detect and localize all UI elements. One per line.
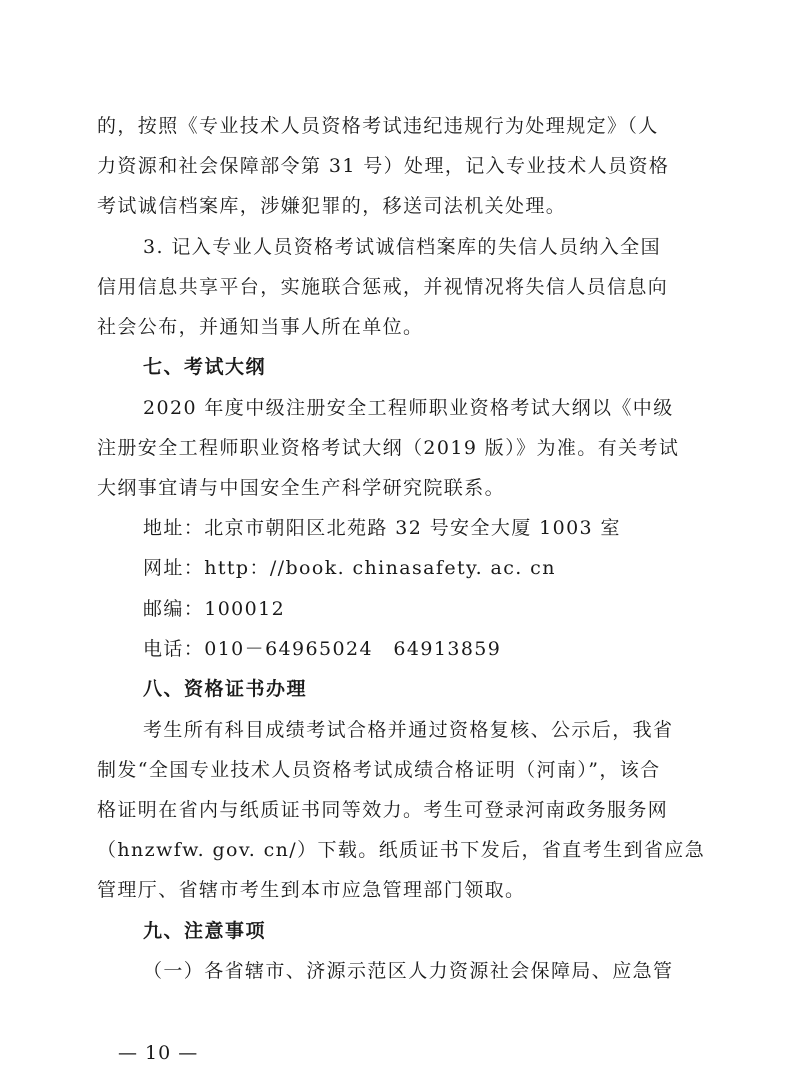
text-line: （一）各省辖市、济源示范区人力资源社会保障局、应急管 (143, 960, 674, 982)
text-line: 考生所有科目成绩考试合格并通过资格复核、公示后，我省 (143, 719, 674, 741)
section-heading-certificate: 八、资格证书办理 (143, 678, 308, 700)
text-line: （hnzwfw. gov. cn/）下载。纸质证书下发后，省直考生到省应急 (97, 839, 706, 861)
text-line: 信用信息共享平台，实施联合惩戒，并视情况将失信人员信息向 (97, 276, 669, 298)
text-line: 2020 年度中级注册安全工程师职业资格考试大纲以《中级 (143, 397, 674, 419)
text-line: 的，按照《专业技术人员资格考试违纪违规行为处理规定》（人 (97, 115, 659, 137)
page-number: — 10 — (118, 1042, 199, 1064)
website-line: 网址：http：//book. chinasafety. ac. cn (143, 557, 556, 579)
text-line: 大纲事宜请与中国安全生产科学研究院联系。 (97, 477, 506, 499)
address-line: 地址：北京市朝阳区北苑路 32 号安全大厦 1003 室 (143, 517, 621, 539)
section-heading-exam-outline: 七、考试大纲 (143, 356, 267, 378)
text-line: 注册安全工程师职业资格考试大纲（2019 版）》为准。有关考试 (97, 437, 680, 459)
section-heading-notes: 九、注意事项 (143, 920, 267, 942)
text-line: 考试诚信档案库，涉嫌犯罪的，移送司法机关处理。 (97, 195, 567, 217)
text-line: 力资源和社会保障部令第 31 号）处理，记入专业技术人员资格 (97, 155, 670, 177)
text-line: 格证明在省内与纸质证书同等效力。考生可登录河南政务服务网 (97, 799, 669, 821)
text-line: 社会公布，并通知当事人所在单位。 (97, 316, 424, 338)
text-line: 制发“全国专业技术人员资格考试成绩合格证明（河南）”，该合 (97, 759, 661, 781)
text-line: 3. 记入专业人员资格考试诚信档案库的失信人员纳入全国 (143, 236, 661, 258)
phone-line: 电话：010－64965024 64913859 (143, 638, 502, 660)
postcode-line: 邮编：100012 (143, 598, 286, 620)
text-line: 管理厅、省辖市考生到本市应急管理部门领取。 (97, 879, 526, 901)
